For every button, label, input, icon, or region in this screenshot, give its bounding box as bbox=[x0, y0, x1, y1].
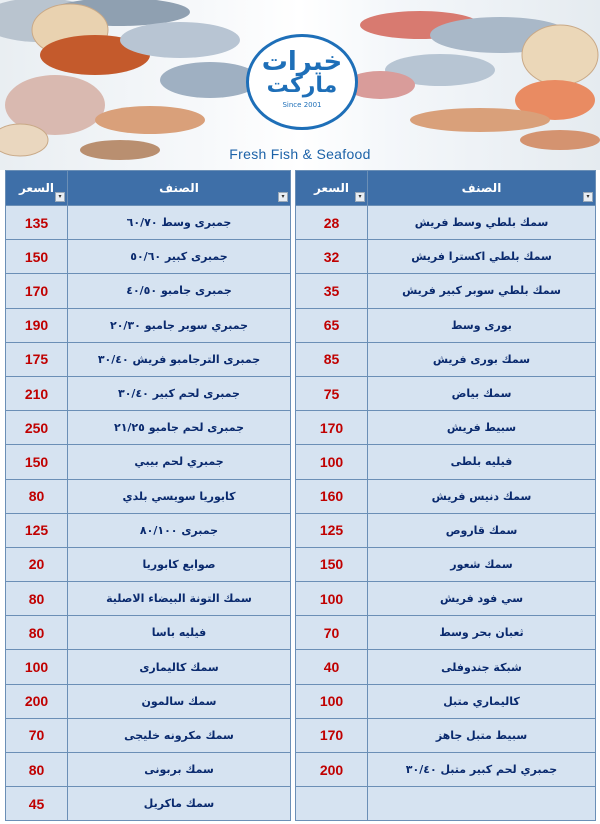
table-row bbox=[6, 684, 291, 718]
item-name: صوابع كابوريا bbox=[68, 547, 291, 581]
item-price: 150 bbox=[296, 547, 368, 581]
table-row bbox=[296, 411, 596, 445]
item-price: 75 bbox=[296, 376, 368, 410]
item-price: 35 bbox=[296, 274, 368, 308]
item-name: سمك بلطي اكسترا فريش bbox=[368, 240, 596, 274]
logo-since: Since 2001 bbox=[282, 101, 322, 109]
item-name: سمك بربونى bbox=[68, 753, 291, 787]
price-table-right bbox=[295, 170, 596, 821]
item-name: ثعبان بحر وسط bbox=[368, 616, 596, 650]
item-name: سمك ماكريل bbox=[68, 787, 291, 821]
table-row bbox=[6, 206, 291, 240]
table-header-row bbox=[296, 171, 596, 206]
table-row bbox=[296, 308, 596, 342]
table-row bbox=[296, 240, 596, 274]
table-row bbox=[6, 650, 291, 684]
item-name: سمك بياض bbox=[368, 376, 596, 410]
table-row bbox=[6, 753, 291, 787]
item-name: سي فود فريش bbox=[368, 582, 596, 616]
filter-dropdown-icon[interactable]: ▾ bbox=[355, 192, 365, 202]
item-name: جمبرى وسط ٦٠/٧٠ bbox=[68, 206, 291, 240]
filter-dropdown-icon[interactable]: ▾ bbox=[55, 192, 65, 202]
item-price: 100 bbox=[296, 582, 368, 616]
table-row bbox=[296, 513, 596, 547]
item-price: 250 bbox=[6, 411, 68, 445]
market-logo bbox=[246, 34, 358, 130]
table-row bbox=[6, 411, 291, 445]
item-price: 80 bbox=[6, 582, 68, 616]
table-row bbox=[6, 616, 291, 650]
table-row bbox=[296, 787, 596, 821]
item-price: 100 bbox=[296, 445, 368, 479]
logo-line-1: خيرات bbox=[261, 47, 343, 77]
item-price: 150 bbox=[6, 240, 68, 274]
table-row bbox=[296, 650, 596, 684]
item-name: جمبرى جامبو ٤٠/٥٠ bbox=[68, 274, 291, 308]
item-price: 80 bbox=[6, 479, 68, 513]
item-name: سمك بورى فريش bbox=[368, 342, 596, 376]
item-price: 65 bbox=[296, 308, 368, 342]
item-price: 100 bbox=[296, 684, 368, 718]
item-price: 80 bbox=[6, 753, 68, 787]
column-header-item[interactable]: الصنف ▾ bbox=[368, 171, 596, 206]
item-price: 170 bbox=[296, 411, 368, 445]
item-price: 100 bbox=[6, 650, 68, 684]
item-name: سمك بلطي سوبر كبير فريش bbox=[368, 274, 596, 308]
item-name: سمك كاليمارى bbox=[68, 650, 291, 684]
table-row bbox=[6, 342, 291, 376]
item-name: فيليه باسا bbox=[68, 616, 291, 650]
item-price: 45 bbox=[6, 787, 68, 821]
table-row bbox=[296, 582, 596, 616]
table-row bbox=[6, 445, 291, 479]
item-name: فيليه بلطى bbox=[368, 445, 596, 479]
item-name: سمك شعور bbox=[368, 547, 596, 581]
item-price: 20 bbox=[6, 547, 68, 581]
item-name: سمك دنيس فريش bbox=[368, 479, 596, 513]
table-row bbox=[296, 479, 596, 513]
column-header-price[interactable]: السعر ▾ bbox=[296, 171, 368, 206]
filter-dropdown-icon[interactable]: ▾ bbox=[583, 192, 593, 202]
item-name: سمك قاروص bbox=[368, 513, 596, 547]
item-price: 32 bbox=[296, 240, 368, 274]
price-table-left bbox=[5, 170, 291, 821]
item-price: 40 bbox=[296, 650, 368, 684]
item-price: 70 bbox=[6, 718, 68, 752]
filter-dropdown-icon[interactable]: ▾ bbox=[278, 192, 288, 202]
item-name: سمك بلطي وسط فريش bbox=[368, 206, 596, 240]
table-row bbox=[6, 274, 291, 308]
item-price: 70 bbox=[296, 616, 368, 650]
column-header-price[interactable]: السعر ▾ bbox=[6, 171, 68, 206]
item-price: 175 bbox=[6, 342, 68, 376]
item-price: 200 bbox=[6, 684, 68, 718]
item-name: سبيط متبل جاهز bbox=[368, 718, 596, 752]
item-price bbox=[296, 787, 368, 821]
item-name: سبيط فريش bbox=[368, 411, 596, 445]
item-price: 135 bbox=[6, 206, 68, 240]
table-row bbox=[6, 240, 291, 274]
table-row bbox=[296, 547, 596, 581]
item-name: جمبرى لحم كبير ٣٠/٤٠ bbox=[68, 376, 291, 410]
table-row bbox=[6, 513, 291, 547]
table-row bbox=[296, 342, 596, 376]
item-name: جمبرى الترجامبو فريش ٣٠/٤٠ bbox=[68, 342, 291, 376]
item-price: 125 bbox=[6, 513, 68, 547]
item-price: 170 bbox=[296, 718, 368, 752]
item-name: سمك التونة البيضاء الاصلية bbox=[68, 582, 291, 616]
item-name: سمك سالمون bbox=[68, 684, 291, 718]
item-name: كابوريا سويسي بلدي bbox=[68, 479, 291, 513]
table-row bbox=[6, 582, 291, 616]
table-header-row bbox=[6, 171, 291, 206]
item-price: 80 bbox=[6, 616, 68, 650]
table-row bbox=[6, 308, 291, 342]
item-price: 200 bbox=[296, 753, 368, 787]
table-row bbox=[296, 376, 596, 410]
table-row bbox=[6, 479, 291, 513]
table-row bbox=[296, 616, 596, 650]
item-price: 28 bbox=[296, 206, 368, 240]
tagline: Fresh Fish & Seafood bbox=[229, 146, 371, 162]
table-row bbox=[296, 718, 596, 752]
item-name: كاليماري متبل bbox=[368, 684, 596, 718]
logo-line-2: ماركت bbox=[266, 73, 338, 98]
item-price: 170 bbox=[6, 274, 68, 308]
item-price: 160 bbox=[296, 479, 368, 513]
column-header-item[interactable]: الصنف ▾ bbox=[68, 171, 291, 206]
table-row bbox=[296, 206, 596, 240]
item-price: 150 bbox=[6, 445, 68, 479]
item-name: جمبري لحم كبير متبل ٣٠/٤٠ bbox=[368, 753, 596, 787]
item-name: جمبرى لحم جامبو ٢١/٢٥ bbox=[68, 411, 291, 445]
item-price: 190 bbox=[6, 308, 68, 342]
table-row bbox=[296, 753, 596, 787]
table-row bbox=[296, 274, 596, 308]
item-name: شبكة جندوفلى bbox=[368, 650, 596, 684]
table-row bbox=[6, 718, 291, 752]
item-name: جمبرى ٨٠/١٠٠ bbox=[68, 513, 291, 547]
table-row bbox=[6, 787, 291, 821]
item-name: جمبرى كبير ٥٠/٦٠ bbox=[68, 240, 291, 274]
item-price: 85 bbox=[296, 342, 368, 376]
item-price: 125 bbox=[296, 513, 368, 547]
item-name bbox=[368, 787, 596, 821]
banner bbox=[0, 0, 600, 170]
item-price: 210 bbox=[6, 376, 68, 410]
item-name: سمك مكرونه خليجى bbox=[68, 718, 291, 752]
table-row bbox=[6, 547, 291, 581]
table-row bbox=[6, 376, 291, 410]
table-row bbox=[296, 445, 596, 479]
table-row bbox=[296, 684, 596, 718]
item-name: جمبري سوبر جامبو ٢٠/٣٠ bbox=[68, 308, 291, 342]
item-name: بورى وسط bbox=[368, 308, 596, 342]
item-name: جمبري لحم بيبي bbox=[68, 445, 291, 479]
